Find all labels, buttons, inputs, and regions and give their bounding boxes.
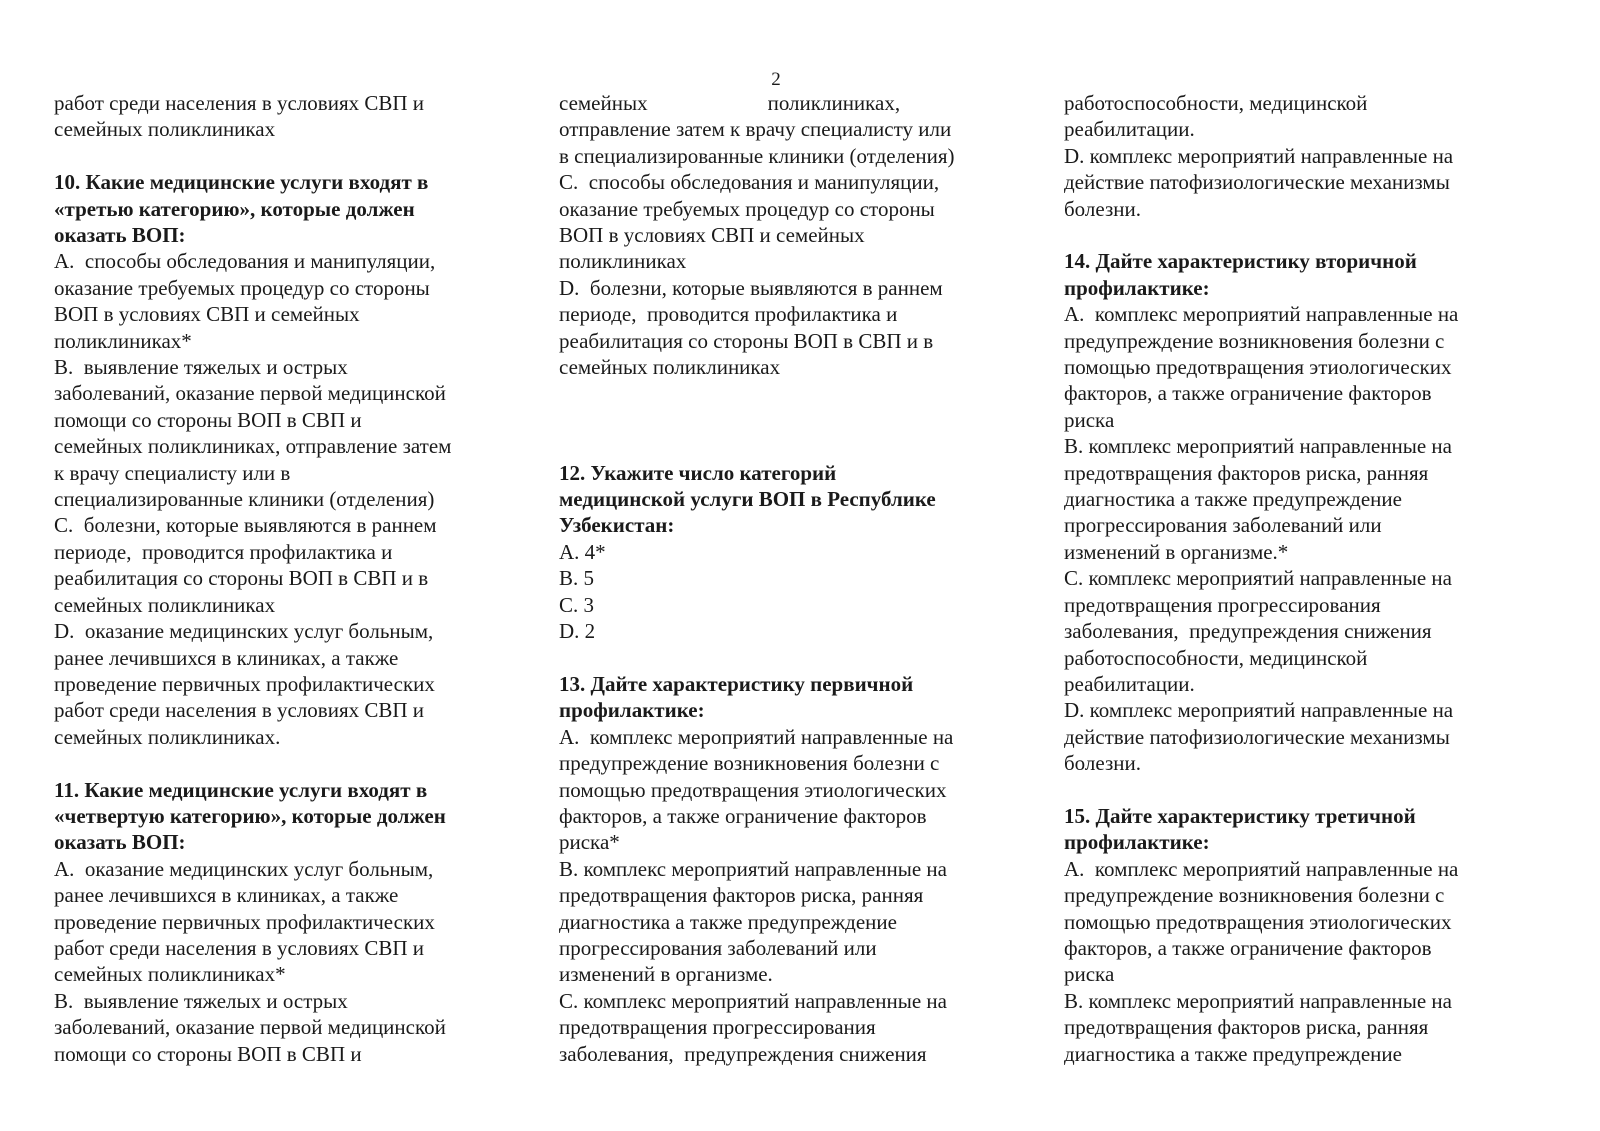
answer-option-b: B. комплекс мероприятий направленные на предотвращения факторов риска, ранняя диагностика а также предупреждение прогрессирования заболеваний или изменений в организме.*: [1064, 434, 1452, 564]
question-10: [54, 169, 504, 750]
answer-option-c: C. способы обследования и манипуляции, оказание требуемых процедур со стороны ВОП в условиях СВП и семейных поликлиниках: [559, 170, 940, 274]
text-column-1: [54, 90, 504, 1067]
answer-option-a: A. комплекс мероприятий направленные на предупреждение возникновения болезни с помощью предотвращения этиологических факторов, а также ограничение факторов риска*: [559, 724, 954, 855]
answer-option-b: B. комплекс мероприятий направленные на предотвращения факторов риска, ранняя диагностика а также предупреждение: [1064, 988, 1452, 1066]
continued-option-b: семейных поликлиниках, отправление затем к врачу специалисту или в специализированные клиники (отделения): [559, 91, 955, 168]
answer-option-b: B. выявление тяжелых и острых заболеваний, оказание первой медицинской помощи со стороны ВОП в СВП и: [54, 988, 446, 1066]
text-column-2: [559, 90, 1009, 1067]
answer-option-b: B. выявление тяжелых и острых заболеваний, оказание первой медицинской помощи со стороны ВОП в СВП и семейных поликлиниках, отправление затем к врачу специалисту или в специализированные клиники (отделения): [54, 355, 452, 512]
question-title: 13. Дайте характеристику первичной профилактике:: [559, 671, 914, 723]
answer-option-a: A. оказание медицинских услуг больным, ранее лечившихся в клиниках, а также проведение первичных профилактических работ среди населения в условиях СВП и семейных поликлиниках*: [54, 856, 435, 987]
answer-option-b: B. комплекс мероприятий направленные на предотвращения факторов риска, ранняя диагностика а также предупреждение прогрессирования заболеваний или изменений в организме.: [559, 856, 947, 987]
question-15: [1064, 803, 1514, 1067]
continued-text: работ среди населения в условиях СВП и семейных поликлиниках: [54, 91, 425, 142]
answer-option-d: D. болезни, которые выявляются в раннем периоде, проводится профилактика и реабилитация со стороны ВОП в СВП и в семейных поликлиниках: [559, 275, 943, 380]
answer-option-a: A. способы обследования и манипуляции, оказание требуемых процедур со стороны ВОП в условиях СВП и семейных поликлиниках*: [54, 249, 436, 353]
answer-option-d: D. комплекс мероприятий направленные на действие патофизиологические механизмы болезни.: [1064, 143, 1454, 221]
question-title: 10. Какие медицинские услуги входят в «третью категорию», которые должен оказать ВОП:: [54, 170, 429, 248]
answer-option-a: A. 4*: [559, 539, 606, 564]
answer-option-c: C. 3: [559, 592, 595, 617]
answer-option-d: D. 2: [559, 619, 596, 644]
question-14: [1064, 248, 1514, 776]
page-number: 2: [771, 69, 781, 90]
question-13: [559, 671, 1009, 1067]
question-12: [559, 460, 1009, 645]
continued-option-c: работоспособности, медицинской реабилитации.: [1064, 91, 1368, 142]
text-column-3: [1064, 90, 1514, 1067]
question-title: 15. Дайте характеристику третичной профилактике:: [1064, 803, 1416, 855]
answer-option-c: C. болезни, которые выявляются в раннем периоде, проводится профилактика и реабилитация со стороны ВОП в СВП и в семейных поликлиниках: [54, 513, 437, 617]
answer-option-a: A. комплекс мероприятий направленные на предупреждение возникновения болезни с помощью предотвращения этиологических факторов, а также ограничение факторов риска: [1064, 302, 1459, 432]
question-title: 14. Дайте характеристику вторичной профилактике:: [1064, 249, 1417, 300]
answer-option-c: C. комплекс мероприятий направленные на предотвращения прогрессирования заболевания, предупреждения снижения работоспособности, медицинской реабилитации.: [1064, 566, 1452, 696]
answer-option-d: D. комплекс мероприятий направленные на действие патофизиологические механизмы болезни.: [1064, 698, 1454, 776]
answer-option-c: C. комплекс мероприятий направленные на предотвращения прогрессирования заболевания, предупреждения снижения: [559, 988, 947, 1066]
answer-option-b: B. 5: [559, 566, 595, 591]
question-11: [54, 777, 504, 1067]
question-title: 11. Какие медицинские услуги входят в «четвертую категорию», которые должен оказать ВОП:: [54, 777, 446, 855]
answer-option-a: A. комплекс мероприятий направленные на предупреждение возникновения болезни с помощью предотвращения этиологических факторов, а также ограничение факторов риска: [1064, 856, 1459, 987]
answer-option-d: D. оказание медицинских услуг больным, ранее лечившихся в клиниках, а также проведение первичных профилактических работ среди населения в условиях СВП и семейных поликлиниках.: [54, 619, 435, 749]
question-title: 12. Укажите число категорий медицинской услуги ВОП в Республике Узбекистан:: [559, 460, 936, 538]
